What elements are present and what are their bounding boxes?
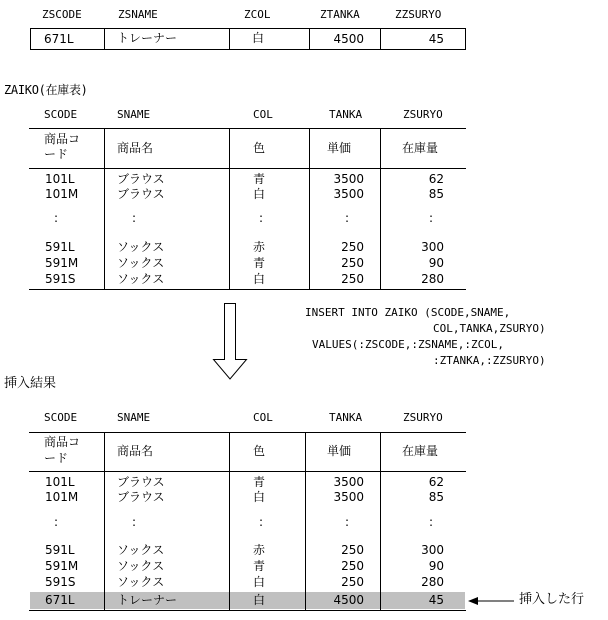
cell-ellipsis: : [259, 211, 264, 225]
cell-scode: 101L [45, 475, 75, 489]
cell-tanka: 4500 [333, 593, 364, 607]
cell-tanka: 3500 [333, 475, 364, 489]
cell-tanka: 250 [341, 240, 364, 254]
cell-sname: ソックス [117, 543, 165, 557]
result-title: 挿入結果 [4, 376, 57, 391]
jp-header-zsuryo: 在庫量 [402, 444, 439, 458]
cell-col: 青 [253, 256, 266, 270]
down-arrow-icon [212, 303, 248, 381]
cell-ellipsis: : [429, 211, 434, 225]
col-sname: SNAME [117, 108, 151, 121]
cell-tanka: 250 [341, 256, 364, 270]
cell-zsuryo: 85 [428, 187, 444, 201]
cell-zsuryo: 300 [421, 543, 444, 557]
cell-sname: ソックス [117, 256, 165, 270]
col-tanka: TANKA [329, 411, 363, 424]
col-zsuryo: ZSURYO [403, 411, 443, 424]
inserted-row-label: 挿入した行 [519, 592, 585, 607]
cell-ellipsis: : [345, 211, 350, 225]
cell-tanka: 3500 [333, 172, 364, 186]
cell-sname: ソックス [117, 575, 165, 589]
jp-header-scode-2: ード [44, 451, 69, 465]
jp-header-col: 色 [253, 141, 266, 155]
cell-sname: ブラウス [117, 172, 165, 186]
cell-ellipsis: : [132, 515, 137, 529]
jp-header-col: 色 [253, 444, 266, 458]
cell-col: 白 [253, 575, 266, 589]
cell-zsuryo: 280 [421, 272, 444, 286]
sql-line-3: VALUES(:ZSCODE,:ZSNAME,:ZCOL, [312, 338, 505, 351]
cell-scode: 101L [45, 172, 75, 186]
cell-tanka: 250 [341, 272, 364, 286]
cell-scode: 591M [45, 559, 79, 573]
cell-col: 青 [253, 172, 266, 186]
cell-col: 白 [253, 187, 266, 201]
cell-col: 青 [253, 475, 266, 489]
col-tanka: TANKA [329, 108, 363, 121]
col-col: COL [253, 411, 273, 424]
cell-sname: トレーナー [117, 593, 178, 607]
cell-scode: 591S [45, 575, 76, 589]
sql-line-4: :ZTANKA,:ZZSURYO) [433, 354, 546, 367]
cell-ellipsis: : [259, 515, 264, 529]
cell-col: 赤 [253, 240, 266, 254]
sql-line-2: COL,TANKA,ZSURYO) [433, 322, 546, 335]
cell-scode: 591S [45, 272, 76, 286]
col-scode: SCODE [44, 108, 78, 121]
col-header-ztanka: ZTANKA [320, 8, 360, 21]
cell-zsuryo: 90 [428, 256, 444, 270]
host-zcol: 白 [252, 31, 265, 45]
cell-col: 白 [253, 490, 266, 504]
cell-tanka: 250 [341, 575, 364, 589]
cell-tanka: 250 [341, 559, 364, 573]
cell-zsuryo: 85 [428, 490, 444, 504]
jp-header-scode-1: 商品コ [44, 132, 81, 146]
cell-ellipsis: : [132, 211, 137, 225]
host-zsname: トレーナー [117, 31, 178, 45]
cell-scode: 591L [45, 240, 75, 254]
cell-col: 白 [253, 272, 266, 286]
col-zsuryo: ZSURYO [403, 108, 443, 121]
cell-scode: 671L [45, 593, 75, 607]
col-header-zcol: ZCOL [244, 8, 271, 21]
cell-tanka: 3500 [333, 490, 364, 504]
cell-zsuryo: 62 [428, 172, 444, 186]
cell-ellipsis: : [345, 515, 350, 529]
cell-sname: ブラウス [117, 187, 165, 201]
jp-header-tanka: 単価 [327, 141, 352, 155]
cell-zsuryo: 90 [428, 559, 444, 573]
cell-scode: 591M [45, 256, 79, 270]
col-header-zzsuryo: ZZSURYO [395, 8, 442, 21]
cell-scode: 101M [45, 490, 79, 504]
col-col: COL [253, 108, 273, 121]
cell-sname: ブラウス [117, 490, 165, 504]
cell-scode: 101M [45, 187, 79, 201]
col-header-zscode: ZSCODE [42, 8, 82, 21]
col-sname: SNAME [117, 411, 151, 424]
sql-line-1: INSERT INTO ZAIKO (SCODE,SNAME, [305, 306, 511, 319]
cell-col: 赤 [253, 543, 266, 557]
cell-ellipsis: : [54, 211, 59, 225]
cell-zsuryo: 45 [428, 593, 444, 607]
cell-ellipsis: : [54, 515, 59, 529]
jp-header-zsuryo: 在庫量 [402, 141, 439, 155]
host-zscode: 671L [44, 32, 74, 46]
jp-header-scode-2: ード [44, 147, 69, 161]
cell-sname: ブラウス [117, 475, 165, 489]
cell-col: 青 [253, 559, 266, 573]
left-arrow-icon [466, 594, 516, 608]
zaiko-table-title: ZAIKO(在庫表) [4, 83, 88, 97]
cell-zsuryo: 62 [428, 475, 444, 489]
jp-header-scode-1: 商品コ [44, 435, 81, 449]
jp-header-sname: 商品名 [117, 141, 154, 155]
cell-scode: 591L [45, 543, 75, 557]
col-scode: SCODE [44, 411, 78, 424]
host-zzsuryo: 45 [428, 32, 444, 46]
cell-sname: ソックス [117, 240, 165, 254]
host-ztanka: 4500 [333, 32, 364, 46]
cell-tanka: 250 [341, 543, 364, 557]
cell-tanka: 3500 [333, 187, 364, 201]
cell-ellipsis: : [429, 515, 434, 529]
cell-sname: ソックス [117, 272, 165, 286]
jp-header-sname: 商品名 [117, 444, 154, 458]
cell-col: 白 [253, 593, 266, 607]
cell-zsuryo: 280 [421, 575, 444, 589]
jp-header-tanka: 単価 [327, 444, 352, 458]
col-header-zsname: ZSNAME [118, 8, 158, 21]
cell-sname: ソックス [117, 559, 165, 573]
cell-zsuryo: 300 [421, 240, 444, 254]
